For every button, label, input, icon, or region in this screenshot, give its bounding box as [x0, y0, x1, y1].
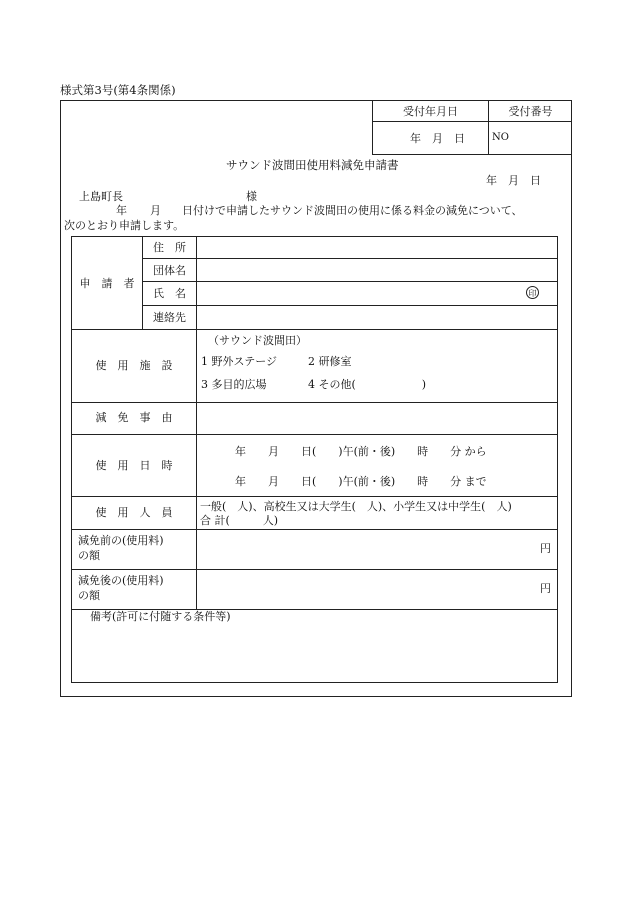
- before-fee-unit: 円: [540, 542, 551, 555]
- receipt-date-value: 年 月 日: [410, 132, 465, 145]
- name-label: 氏 名: [153, 287, 186, 300]
- addressee-name: 上島町長: [79, 190, 123, 203]
- facility-option-4: 4 その他( ): [308, 378, 427, 391]
- facility-option-3: 3 多目的広場: [201, 378, 267, 391]
- before-fee-label: 減免前の(使用料): [78, 534, 164, 547]
- reason-label: 減 免 事 由: [95, 411, 173, 424]
- datetime-from: 年 月 日( )午(前・後) 時 分 から: [235, 445, 487, 458]
- facility-label: 使 用 施 設: [95, 359, 173, 372]
- addressee-suffix: 様: [246, 190, 257, 203]
- contact-label: 連絡先: [153, 311, 186, 324]
- remarks-label: 備考(許可に付随する条件等): [90, 610, 231, 623]
- form-title: サウンド波間田使用料減免申請書: [226, 158, 399, 172]
- seal-mark: 印: [526, 286, 539, 299]
- receipt-number-value: NO: [492, 132, 509, 143]
- intro-text: 日付けで申請したサウンド波間田の使用に係る料金の減免について、: [182, 204, 523, 217]
- facility-option-1: 1 野外ステージ: [201, 355, 278, 368]
- datetime-to: 年 月 日( )午(前・後) 時 分 まで: [235, 475, 487, 488]
- intro-year: 年: [116, 204, 127, 217]
- facility-venue: （サウンド波間田）: [208, 334, 307, 347]
- applicant-label: 申 請 者: [79, 277, 135, 290]
- facility-option-2: 2 研修室: [308, 355, 352, 368]
- address-label: 住 所: [153, 241, 186, 254]
- form-label: 様式第3号(第4条関係): [60, 83, 176, 97]
- receipt-date-header: 受付年月日: [403, 105, 458, 118]
- datetime-label: 使 用 日 時: [95, 459, 173, 472]
- intro-month: 月: [150, 204, 161, 217]
- after-fee-unit: 円: [540, 582, 551, 595]
- people-breakdown: 一般( 人)、高校生又は大学生( 人)、小学生又は中学生( 人): [200, 500, 512, 513]
- people-label: 使 用 人 員: [95, 506, 173, 519]
- people-total: 合 計( 人): [200, 514, 279, 527]
- before-fee-label-2: の額: [78, 549, 100, 562]
- receipt-number-header: 受付番号: [508, 105, 553, 118]
- after-fee-label: 減免後の(使用料): [78, 574, 164, 587]
- group-label: 団体名: [153, 264, 186, 277]
- application-date: 年 月 日: [486, 174, 541, 187]
- intro-text-2: 次のとおり申請します。: [64, 219, 185, 232]
- after-fee-label-2: の額: [78, 589, 100, 602]
